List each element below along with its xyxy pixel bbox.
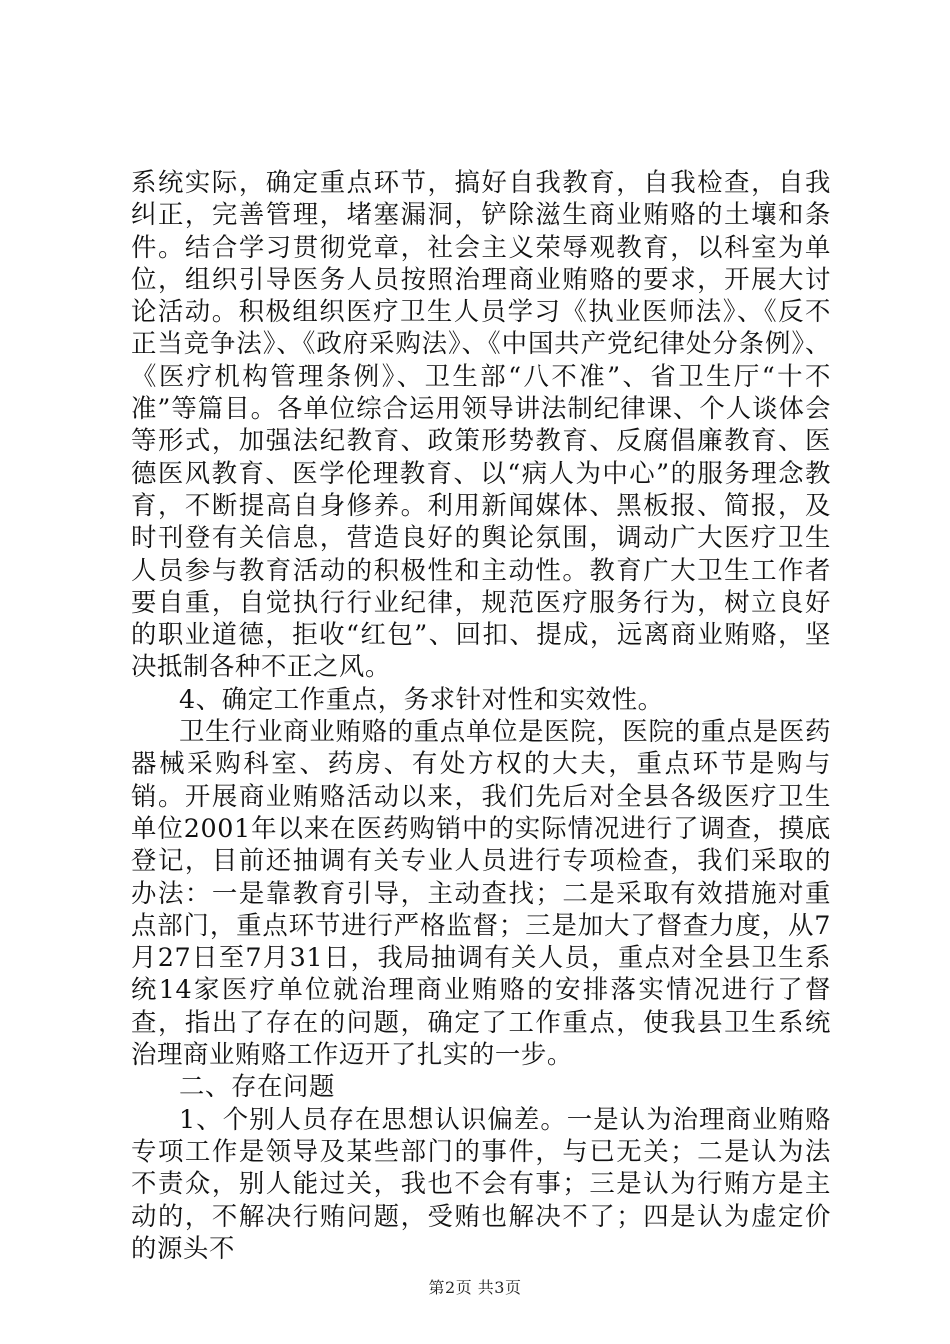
- paragraph-work-focus-heading: 4、确定工作重点，务求针对性和实效性。: [179, 683, 664, 714]
- paragraph-problem-1: 1、个别人员存在思想认识偏差。一是认为治理商业贿赂专项工作是领导及某些部门的事件，与已无关；二是认为法不责众，别人能过关，我也不会有事；三是认为行贿方是主动的，不解决行贿问题，受贿也解决不了；四是认为虚定价的源头不: [131, 1103, 831, 1263]
- page-footer: 第2页 共3页: [428, 1278, 522, 1297]
- paragraph-education: 系统实际，确定重点环节，搞好自我教育，自我检查，自我纠正，完善管理，堵塞漏洞，铲除滋生商业贿赂的土壤和条件。结合学习贯彻党章，社会主义荣辱观教育，以科室为单位，组织引导医务人员按照治理商业贿赂的要求，开展大讨论活动。积极组织医疗卫生人员学习《执业医师法》、《反不正当竞争法》、《政府采购法》、《中国共产党纪律处分条例》、《医疗机构管理条例》、卫生部“八不准”、省卫生厅“十不准”等篇目。各单位综合运用领导讲法制纪律课、个人谈体会等形式，加强法纪教育、政策形势教育、反腐倡廉教育、医德医风教育、医学伦理教育、以“病人为中心”的服务理念教育，不断提高自身修养。利用新闻媒体、黑板报、简报，及时刊登有关信息，营造良好的舆论氛围，调动广大医疗卫生人员参与教育活动的积极性和主动性。教育广大卫生工作者要自重，自觉执行行业纪律，规范医疗服务行为，树立良好的职业道德，拒收“红包”、回扣、提成，远离商业贿赂，坚决抵制各种不正之风。: [131, 167, 831, 682]
- document-body: [131, 166, 831, 1264]
- paragraph-key-units: 卫生行业商业贿赂的重点单位是医院，医院的重点是医药器械采购科室、药房、有处方权的大夫，重点环节是购与销。开展商业贿赂活动以来，我们先后对全县各级医疗卫生单位2001年以来在医药购销中的实际情况进行了调查，摸底登记，目前还抽调有关专业人员进行专项检查，我们采取的办法：一是靠教育引导，主动查找；二是采取有效措施对重点部门，重点环节进行严格监督；三是加大了督查力度，从7月27日至7月31日，我局抽调有关人员，重点对全县卫生系统14家医疗单位就治理商业贿赂的安排落实情况进行了督查，指出了存在的问题，确定了工作重点，使我县卫生系统治理商业贿赂工作迈开了扎实的一步。: [131, 716, 831, 1070]
- section-heading-problems: 二、存在问题: [179, 1071, 335, 1102]
